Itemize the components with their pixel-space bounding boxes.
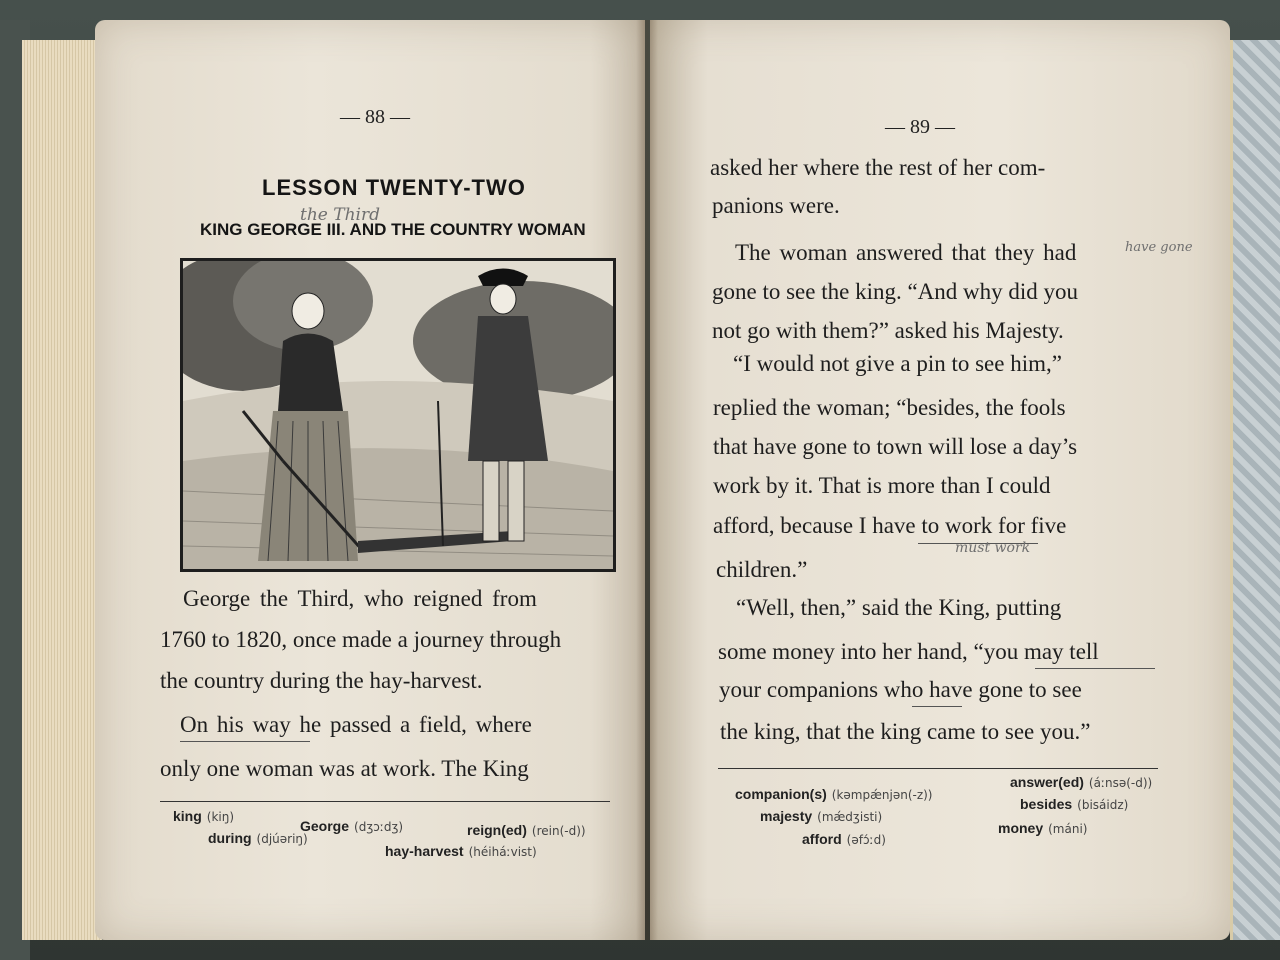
text-line-1: asked her where the rest of her com- bbox=[710, 155, 1046, 180]
illustration bbox=[180, 258, 616, 572]
right-page-number: — 89 — bbox=[885, 116, 955, 138]
text-line-11: children.” bbox=[716, 557, 808, 582]
book-gutter bbox=[636, 20, 658, 940]
pencil-underline-who bbox=[912, 706, 962, 707]
text-line-7: replied the woman; “besides, the fools bbox=[713, 395, 1066, 420]
vocab-reign: reign(ed) (rein(-d)) bbox=[467, 822, 586, 838]
text-line-5: not go with them?” asked his Majesty. bbox=[712, 318, 1064, 343]
vocab-during: during (djúəriŋ) bbox=[208, 830, 308, 846]
paragraph-line-1: George the Third, who reigned from bbox=[183, 586, 537, 611]
paragraph-line-2: 1760 to 1820, once made a journey through bbox=[160, 627, 562, 652]
handwritten-note-margin: have gone bbox=[1125, 240, 1193, 255]
paragraph-line-3: the country during the hay-harvest. bbox=[160, 668, 483, 693]
vocab-king: king (kiŋ) bbox=[173, 808, 235, 824]
paragraph-line-5: only one woman was at work. The King bbox=[160, 756, 529, 781]
vocab-majesty: majesty (mǽdʒisti) bbox=[760, 808, 883, 824]
vocab-besides: besides (bisáidz) bbox=[1020, 796, 1129, 812]
text-line-4: gone to see the king. “And why did you bbox=[712, 279, 1079, 304]
text-line-3: The woman answered that they had bbox=[735, 240, 1077, 265]
text-line-9: work by it. That is more than I could bbox=[713, 473, 1051, 498]
text-line-8: that have gone to town will lose a day’s bbox=[713, 434, 1078, 459]
pencil-underline-tell bbox=[1035, 668, 1155, 669]
vocab-divider bbox=[160, 801, 610, 802]
book-cover-right bbox=[1230, 40, 1280, 940]
handwritten-note: the Third bbox=[300, 205, 380, 225]
vocab-afford: afford (əfɔ́ːd) bbox=[802, 831, 886, 847]
text-line-6: “I would not give a pin to see him,” bbox=[733, 351, 1062, 376]
pencil-underline bbox=[180, 741, 310, 742]
handwritten-note-work: must work bbox=[955, 540, 1031, 556]
text-line-10: afford, because I have to work for five bbox=[713, 513, 1067, 538]
vocab-companions: companion(s) (kəmpǽnjən(-z)) bbox=[735, 786, 933, 802]
vocab-money: money (máni) bbox=[998, 820, 1088, 836]
text-line-12: “Well, then,” said the King, putting bbox=[736, 595, 1062, 620]
text-line-2: panions were. bbox=[712, 193, 840, 218]
text-line-15: the king, that the king came to see you.” bbox=[720, 719, 1091, 744]
left-page-number: — 88 — bbox=[340, 106, 410, 128]
vocab-answer: answer(ed) (áːnsə(-d)) bbox=[1010, 774, 1153, 790]
lesson-title: LESSON TWENTY-TWO bbox=[262, 175, 526, 200]
page-edges bbox=[22, 40, 102, 940]
lesson-subtitle: KING GEORGE III. AND THE COUNTRY WOMAN bbox=[200, 220, 586, 239]
vocab-hay-harvest: hay-harvest (héiháːvist) bbox=[385, 843, 537, 859]
paragraph-line-4: On his way he passed a field, where bbox=[180, 712, 532, 737]
text-line-13: some money into her hand, “you may tell bbox=[718, 639, 1099, 664]
vocab-george: George (dʒɔːdʒ) bbox=[300, 818, 404, 834]
illustration-drawing bbox=[183, 261, 613, 569]
text-line-14: your companions who have gone to see bbox=[719, 677, 1082, 702]
vocab-divider-right bbox=[718, 768, 1158, 769]
